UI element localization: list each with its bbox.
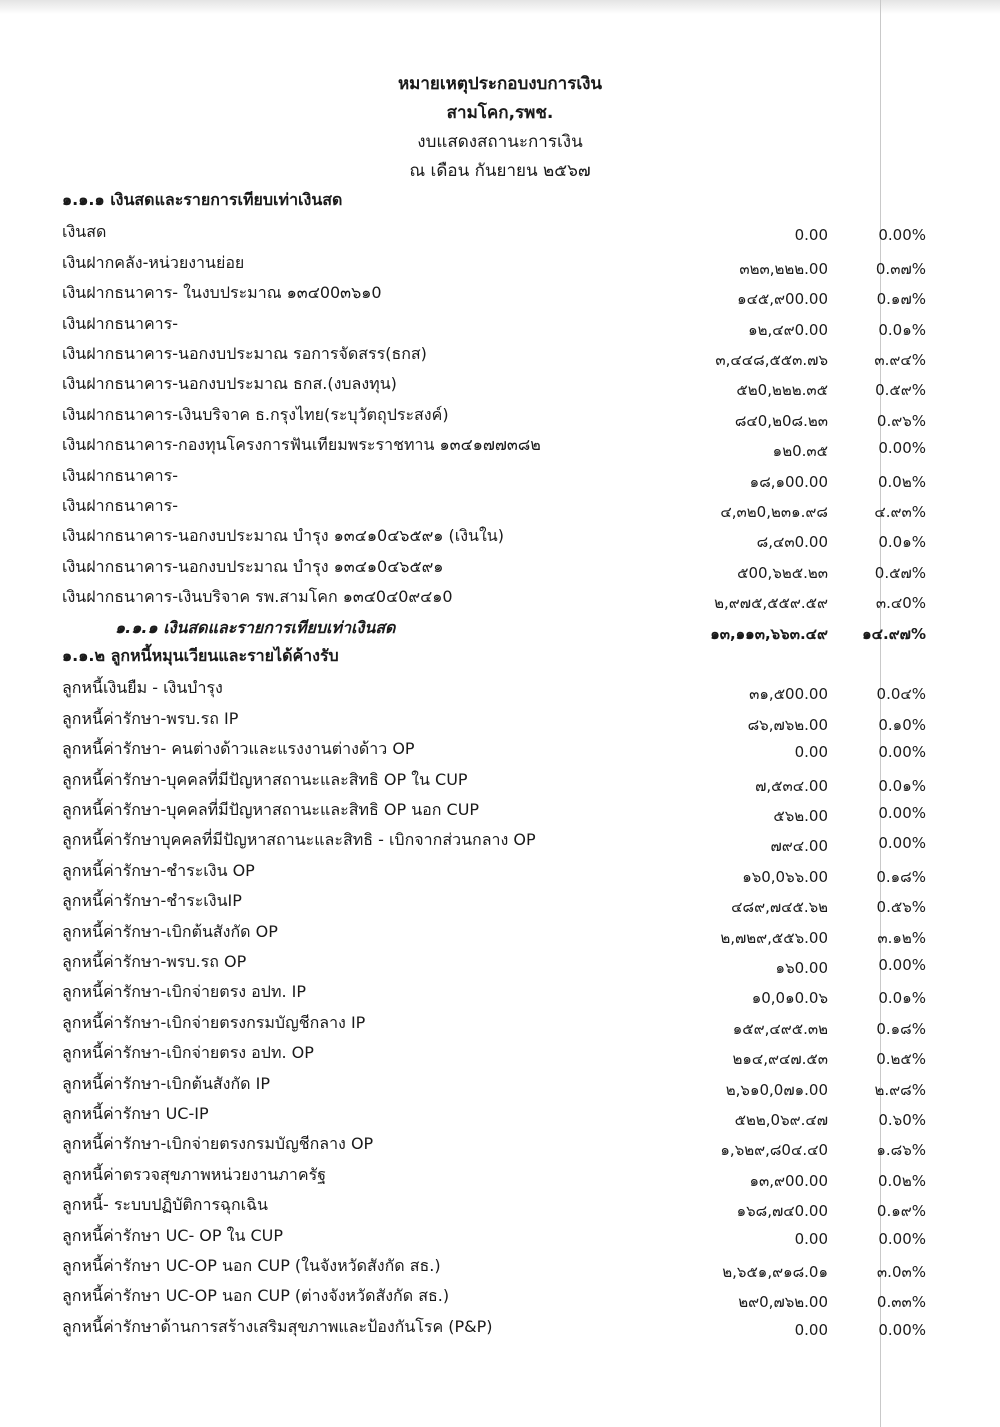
row-label: ลูกหนี้ค่ารักษา-เบิกต้นสังกัด IP <box>62 1073 270 1093</box>
table-row <box>0 1159 1000 1189</box>
row-amount: ๑๘,๑00.00 <box>749 472 828 491</box>
row-label: เงินฝากธนาคาร- <box>62 496 179 515</box>
row-percent: ๓.0๓% <box>876 1263 926 1281</box>
row-percent: 0.0๑% <box>878 533 926 552</box>
row-label: ลูกหนี้ค่ารักษา UC-OP นอก CUP (ต่างจังหวัดสังกัด สธ.) <box>62 1286 450 1306</box>
row-label: ลูกหนี้ค่ารักษา-เบิกจ่ายตรงกรมบัญชีกลาง IP <box>62 1012 366 1032</box>
table-row <box>0 885 1000 915</box>
statement-name: งบแสดงสถานะการเงิน <box>417 132 583 152</box>
row-amount: ๔๘๙,๗๔๕.๖๒ <box>731 898 828 917</box>
document-title: หมายเหตุประกอบงบการเงิน <box>397 74 603 94</box>
row-percent: ๓.๑๒% <box>877 928 926 947</box>
row-amount: 0.00 <box>794 743 828 762</box>
row-percent: 0.0๔% <box>876 685 926 704</box>
row-amount: ๑๓,๑๑๓,๖๖๓.๔๙ <box>710 624 828 643</box>
row-percent: 0.0๑% <box>878 989 926 1008</box>
row-label: ลูกหนี้ค่ารักษา-บุคคลที่มีปัญหาสถานะและสิทธิ OP ใน CUP <box>62 769 468 789</box>
row-label: เงินฝากธนาคาร-เงินบริจาค รพ.สามโคก ๑๓๔0๔0๙๔๑0 <box>62 587 453 607</box>
row-percent: 0.๒๕% <box>876 1050 926 1069</box>
row-label: ลูกหนี้ค่ารักษา-พรบ.รถ OP <box>62 952 247 971</box>
table-row <box>0 520 1000 550</box>
table-row <box>0 216 1000 246</box>
row-percent: 0.00% <box>878 1320 926 1339</box>
table-row <box>0 247 1000 277</box>
row-label: ลูกหนี้ค่ารักษาบุคคลที่มีปัญหาสถานะและสิทธิ - เบิกจากส่วนกลาง OP <box>62 830 536 850</box>
table-row <box>0 460 1000 490</box>
row-label: ลูกหนี้ค่ารักษา-ชำระเงิน OP <box>62 860 255 880</box>
row-amount: ๓๑,๕00.00 <box>749 685 828 704</box>
row-percent: ๓.๔0% <box>875 594 926 613</box>
table-row <box>0 338 1000 368</box>
table-row <box>0 308 1000 338</box>
row-amount: ๒,๗๒๙,๕๕๖.00 <box>720 928 828 947</box>
row-label: เงินฝากธนาคาร-นอกงบประมาณ บำรุง ๑๓๔๑0๔๖๕๙๑ (เงินใน) <box>62 526 504 546</box>
table-row <box>0 1098 1000 1128</box>
row-label: ลูกหนี้ค่าตรวจสุขภาพหน่วยงานภาครัฐ <box>62 1164 327 1184</box>
table-row <box>0 946 1000 976</box>
table-row <box>0 855 1000 885</box>
row-label: ลูกหนี้ค่ารักษา UC-OP นอก CUP (ในจังหวัดสังกัด สธ.) <box>62 1256 441 1275</box>
row-percent: 0.00% <box>878 226 926 245</box>
row-percent: 0.0๑% <box>878 320 926 339</box>
row-amount: ๒,๖๑0,0๗๑.00 <box>725 1080 828 1099</box>
table-row <box>0 764 1000 794</box>
row-label: ลูกหนี้ค่ารักษา- คนต่างด้าวและแรงงานต่างด้าว OP <box>62 739 415 759</box>
row-percent: ๒.๙๘% <box>874 1080 926 1099</box>
row-percent: 0.๙๖% <box>876 411 926 430</box>
table-row <box>0 1128 1000 1158</box>
row-amount: ๕00,๖๒๕.๒๓ <box>737 563 828 582</box>
table-row <box>0 1280 1000 1310</box>
row-label: ลูกหนี้ค่ารักษา UC- OP ใน CUP <box>62 1225 283 1245</box>
row-amount: ๘,๔๓0.00 <box>756 533 828 552</box>
table-row <box>0 1311 1000 1341</box>
row-percent: 0.0๑% <box>878 776 926 795</box>
row-amount: ๕๒0,๒๒๒.๓๕ <box>736 381 828 400</box>
row-amount: ๑๔๕,๙00.00 <box>737 290 828 309</box>
table-row <box>0 703 1000 733</box>
row-percent: ๑.๘๖% <box>876 1141 926 1160</box>
section-heading <box>0 642 1000 672</box>
row-label: ลูกหนี้ค่ารักษา-บุคคลที่มีปัญหาสถานะและสิทธิ OP นอก CUP <box>62 800 480 819</box>
table-row <box>0 1037 1000 1067</box>
row-amount: ๕๒๒,0๖๙.๔๗ <box>734 1111 828 1129</box>
table-row <box>0 551 1000 581</box>
row-amount: ๗,๕๓๔.00 <box>755 776 828 795</box>
row-percent: 0.00% <box>878 956 926 974</box>
row-amount: ๓๒๓,๒๒๒.00 <box>739 259 828 278</box>
row-label: เงินฝากคลัง-หน่วยงานย่อย <box>62 252 245 272</box>
row-label: เงินฝากธนาคาร-กองทุนโครงการฟันเทียมพระราชทาน ๑๓๔๑๗๗๓๘๒ <box>62 435 541 455</box>
document-header <box>0 70 1000 186</box>
row-label: ลูกหนี้เงินยืม - เงินบำรุง <box>62 678 223 698</box>
row-amount: ๑๖0,0๖๖.00 <box>742 867 828 886</box>
row-percent: 0.00% <box>878 743 926 762</box>
row-amount: ๑๓,๙00.00 <box>749 1171 828 1190</box>
table-row <box>0 916 1000 946</box>
table-row <box>0 794 1000 824</box>
row-amount: ๑๒0.๓๕ <box>772 442 828 461</box>
row-percent: 0.00% <box>878 1229 926 1248</box>
row-label: ลูกหนี้ค่ารักษา-เบิกต้นสังกัด OP <box>62 921 278 941</box>
table-row <box>0 672 1000 702</box>
row-amount: 0.00 <box>794 226 828 245</box>
row-percent: 0.๖0% <box>878 1111 926 1129</box>
row-amount: ๕๖๒.00 <box>773 807 828 825</box>
table-row <box>0 277 1000 307</box>
row-label: เงินฝากธนาคาร- <box>62 313 179 333</box>
row-amount: ๑,๖๒๙,๘0๔.๔0 <box>720 1141 828 1160</box>
table-row <box>0 368 1000 398</box>
row-amount: ๑๖๘,๗๔0.00 <box>736 1202 828 1221</box>
row-amount: ๒,๙๗๕,๕๕๙.๕๙ <box>714 594 828 613</box>
row-percent: 0.๕๗% <box>874 563 926 582</box>
row-label: ๑.๑.๑ เงินสดและรายการเทียบเท่าเงินสด <box>62 190 343 209</box>
row-label: ลูกหนี้ค่ารักษา-ชำระเงินIP <box>62 891 242 911</box>
table-row <box>0 1220 1000 1250</box>
row-label: เงินฝากธนาคาร-นอกงบประมาณ รอการจัดสรร(ธกส) <box>62 344 427 363</box>
row-percent: 0.๑๙% <box>876 1202 926 1221</box>
row-percent: 0.0๒% <box>878 1171 926 1190</box>
row-percent: 0.๓๓% <box>876 1293 926 1312</box>
row-percent: 0.๑0% <box>878 715 926 734</box>
table-row <box>0 581 1000 611</box>
row-amount: 0.00 <box>794 1229 828 1248</box>
row-label: ลูกหนี้ค่ารักษา-เบิกจ่ายตรง อปท. IP <box>62 982 307 1002</box>
row-amount: ๒,๖๕๑,๙๑๘.0๑ <box>722 1263 828 1281</box>
row-amount: ๑๒,๔๙0.00 <box>748 320 828 339</box>
row-percent: 0.๕๙% <box>875 381 926 400</box>
row-label: เงินฝากธนาคาร-นอกงบประมาณ ธกส.(งบลงทุน) <box>62 374 397 394</box>
row-label: ลูกหนี้ค่ารักษา UC-IP <box>62 1104 209 1123</box>
row-label: เงินสด <box>62 222 107 242</box>
row-percent: ๑๔.๙๗% <box>862 624 926 643</box>
row-label: ๑.๑.๑ เงินสดและรายการเทียบเท่าเงินสด <box>115 617 396 637</box>
row-amount: ๘๔0,๒0๘.๒๓ <box>734 411 828 430</box>
row-percent: ๓.๙๔% <box>874 351 926 369</box>
row-label: ลูกหนี้ค่ารักษา-พรบ.รถ IP <box>62 708 239 728</box>
table-row <box>0 1189 1000 1219</box>
table-row <box>0 1068 1000 1098</box>
row-percent: 0.00% <box>878 439 926 458</box>
table-row <box>0 429 1000 459</box>
row-percent: 0.๑๘% <box>876 1019 926 1038</box>
row-amount: ๗๙๔.00 <box>770 837 828 856</box>
row-amount: ๑๖0.00 <box>775 959 828 977</box>
row-percent: 0.00% <box>878 804 926 822</box>
table-row <box>0 1007 1000 1037</box>
row-percent: 0.๑๗% <box>876 290 926 309</box>
row-amount: ๘๖,๗๖๒.00 <box>747 715 828 734</box>
row-percent: 0.๕๖% <box>876 898 926 917</box>
row-percent: 0.๓๗% <box>875 259 926 278</box>
row-label: เงินฝากธนาคาร-นอกงบประมาณ บำรุง ๑๓๔๑0๔๖๕๙๑ <box>62 556 444 576</box>
statement-period: ณ เดือน กันยายน ๒๕๖๗ <box>409 161 591 181</box>
table-row <box>0 1250 1000 1280</box>
table-row <box>0 490 1000 520</box>
table-row <box>0 399 1000 429</box>
row-percent: ๔.๙๓% <box>874 503 926 521</box>
row-label: เงินฝากธนาคาร- <box>62 465 179 485</box>
row-label: ลูกหนี้ค่ารักษา-เบิกจ่ายตรง อปท. OP <box>62 1043 314 1063</box>
row-amount: ๑๕๙,๔๙๕.๓๒ <box>732 1019 828 1038</box>
row-percent: 0.00% <box>878 834 926 853</box>
row-label: เงินฝากธนาคาร-เงินบริจาค ธ.กรุงไทย(ระบุวัตถุประสงค์) <box>62 404 449 424</box>
row-amount: ๑0,0๑0.0๖ <box>751 989 828 1008</box>
row-percent: 0.0๒% <box>878 472 926 491</box>
row-label: ลูกหนี้- ระบบปฏิบัติการฉุกเฉิน <box>62 1195 268 1215</box>
scan-edge <box>0 0 1000 14</box>
row-amount: ๒๑๔,๙๔๗.๕๓ <box>732 1050 828 1069</box>
row-amount: ๔,๓๒0,๒๓๑.๙๘ <box>720 503 828 521</box>
row-label: ลูกหนี้ค่ารักษาด้านการสร้างเสริมสุขภาพและป้องกันโรค (P&P) <box>62 1316 493 1336</box>
organization-name: สามโคก,รพช. <box>446 103 554 123</box>
section-heading <box>0 186 1000 216</box>
subtotal-row <box>0 612 1000 642</box>
table-row <box>0 976 1000 1006</box>
row-label: ๑.๑.๒ ลูกหนี้หมุนเวียนและรายได้ค้างรับ <box>62 646 339 665</box>
row-amount: ๓,๔๔๘,๕๕๓.๗๖ <box>715 351 828 369</box>
row-label: ลูกหนี้ค่ารักษา-เบิกจ่ายตรงกรมบัญชีกลาง OP <box>62 1134 374 1154</box>
table-row <box>0 824 1000 854</box>
row-label: เงินฝากธนาคาร- ในงบประมาณ ๑๓๔00๓๖๑0 <box>62 283 382 303</box>
row-amount: 0.00 <box>794 1320 828 1339</box>
row-percent: 0.๑๘% <box>876 867 926 886</box>
table-row <box>0 733 1000 763</box>
row-amount: ๒๙0,๗๖๒.00 <box>738 1293 828 1312</box>
